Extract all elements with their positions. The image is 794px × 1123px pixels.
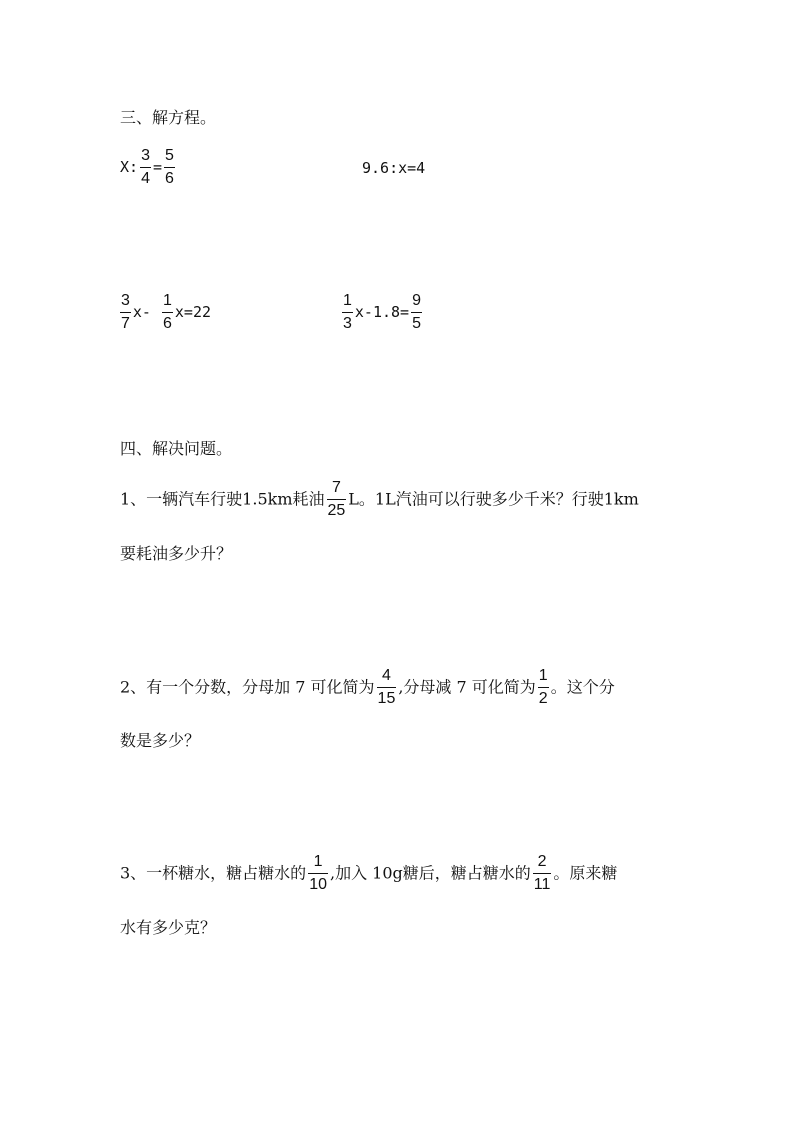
eq4-fraction-b xyxy=(411,293,422,332)
q1-pre: 1、一辆汽车行驶1.5km耗油 xyxy=(120,489,325,509)
q2-fraction-1 xyxy=(377,668,397,707)
eq4-fraction-b-denominator: 5 xyxy=(412,315,421,332)
eq4-fraction-b-numerator: 9 xyxy=(412,292,421,309)
equation-4 xyxy=(340,293,424,332)
q1-fraction-numerator: 7 xyxy=(331,479,341,496)
eq3-fraction-a xyxy=(120,293,131,332)
q2-fraction-1-denominator: 15 xyxy=(377,690,396,707)
q3-fraction-1-denominator: 10 xyxy=(309,876,327,893)
eq3-tail: x=22 xyxy=(174,303,212,321)
eq1-fraction-a-denominator: 4 xyxy=(141,170,150,187)
question-2-line-1 xyxy=(120,668,615,707)
q2-mid: ,分母减 7 可化简为 xyxy=(398,677,536,697)
eq1-fraction-b-denominator: 6 xyxy=(165,170,174,187)
section4-heading: 四、解决问题。 xyxy=(120,439,233,458)
question-1-line-2: 要耗油多少升？ xyxy=(120,544,233,563)
eq4-fraction-a-numerator: 1 xyxy=(343,292,352,309)
q2-fraction-2-numerator: 1 xyxy=(538,667,548,684)
eq3-fraction-b-denominator: 6 xyxy=(163,315,172,332)
section3-heading: 三、解方程。 xyxy=(120,108,217,127)
question-1-line-1 xyxy=(120,480,639,519)
q3-pre: 3、一杯糖水，糖占糖水的 xyxy=(120,863,307,883)
eq4-fraction-a xyxy=(342,293,353,332)
eq3-fraction-b-numerator: 1 xyxy=(163,292,172,309)
q2-fraction-1-numerator: 4 xyxy=(381,667,391,684)
q1-fraction-denominator: 25 xyxy=(327,502,346,519)
eq1-fraction-b xyxy=(164,148,175,187)
q3-fraction-2 xyxy=(533,854,552,893)
eq3-fraction-b xyxy=(162,293,173,332)
q1-post: L。1L汽油可以行驶多少千米？行驶1km xyxy=(348,489,639,509)
question-3-line-2: 水有多少克？ xyxy=(120,918,217,937)
question-2-line-2: 数是多少？ xyxy=(120,731,201,750)
q2-fraction-2-denominator: 2 xyxy=(538,690,548,707)
q1-fraction xyxy=(327,480,347,519)
q3-fraction-2-denominator: 11 xyxy=(533,876,551,893)
equation-2: 9.6:x=4 xyxy=(362,159,426,177)
q2-post: 。这个分 xyxy=(550,677,615,697)
eq3-fraction-a-numerator: 3 xyxy=(121,292,130,309)
q2-fraction-2 xyxy=(538,668,549,707)
eq3-mid: x- xyxy=(132,303,160,321)
q2-pre: 2、有一个分数，分母加 7 可化简为 xyxy=(120,677,375,697)
q3-fraction-1 xyxy=(308,854,328,893)
q3-fraction-2-numerator: 2 xyxy=(537,853,547,870)
eq1-equals: = xyxy=(152,158,162,176)
eq1-lhs: X: xyxy=(120,158,139,176)
eq1-fraction-b-numerator: 5 xyxy=(165,147,174,164)
eq4-fraction-a-denominator: 3 xyxy=(343,315,352,332)
eq3-fraction-a-denominator: 7 xyxy=(121,315,130,332)
q3-post: 。原来糖 xyxy=(553,863,618,883)
eq1-fraction-a-numerator: 3 xyxy=(141,147,150,164)
q3-fraction-1-numerator: 1 xyxy=(313,853,323,870)
question-3-line-1 xyxy=(120,854,617,893)
q3-mid: ,加入 10g糖后，糖占糖水的 xyxy=(329,863,531,883)
eq1-fraction-a xyxy=(140,148,151,187)
equation-3 xyxy=(118,293,211,332)
equation-1 xyxy=(120,148,177,187)
eq4-mid: x-1.8= xyxy=(354,303,410,321)
